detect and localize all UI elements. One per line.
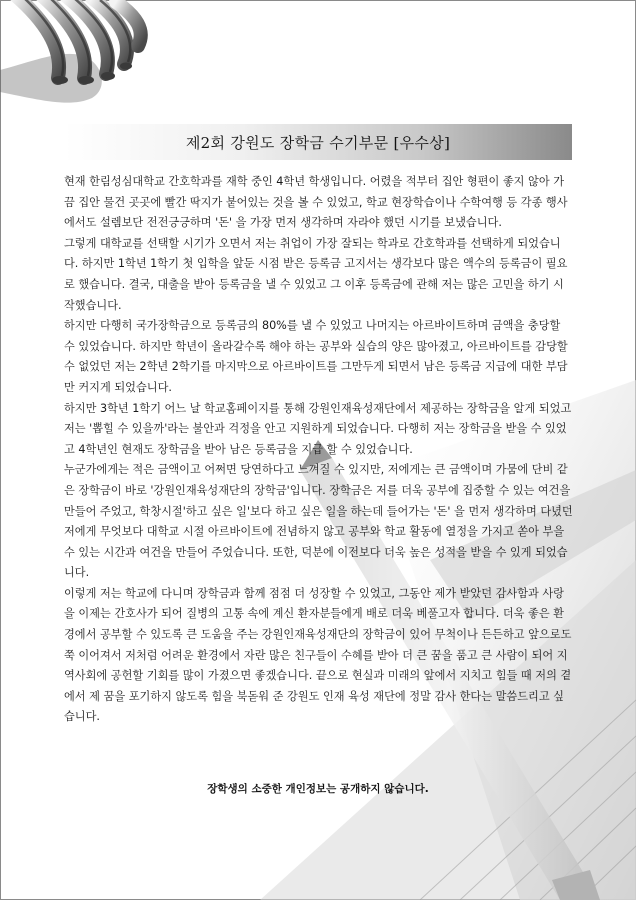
paragraph: 하지만 3학년 1학기 어느 날 학교홈페이지를 통해 강원인재육성재단에서 제공하는 장학금을 알게 되었고 저는 '뽑힐 수 있을까'라는 불안과 걱정을 안고 지원하게 되었습니다. 다행히 저는 장학금을 받을 수 있었고 4학년인 현재도 장학금을 받아 남은 등록금을 지급 할 수 있었습니다. xyxy=(64,401,572,456)
paragraph: 누군가에게는 적은 금액이고 어쩌면 당연하다고 느껴질 수 있지만, 저에게는 큰 금액이며 가뭄에 단비 같은 장학금이 바로 '강원인재육성재단의 장학금'입니다. 장학금은 저를 더욱 공부에 집중할 수 있는 여건을 만들어 주었고, 학창시절'하고 싶은 일'보다 하고 싶은 일을 하는데 들어가는 '돈' 을 먼저 생각하며 다녔던 저에게 무엇보다 대학교 시절 아르바이트에 전념하지 않고 공부와 학교 활동에 열정을 가지고 쏟아 부을 수 있는 시간과 여건을 만들어 주었습니다. 또한, 덕분에 이전보다 더욱 높은 성적을 받을 수 있게 되었습니다. xyxy=(64,463,573,580)
paragraph: 그렇게 대학교를 선택할 시기가 오면서 저는 취업이 가장 잘되는 학과로 간호학과를 선택하게 되었습니다. 하지만 1학년 1학기 첫 입학을 앞둔 시점 받은 등록금 고지서는 생각보다 많은 액수의 등록금이 필요로 했습니다. 결국, 대출을 받아 등록금을 낼 수 있었고 그 이후 등록금에 관해 저는 많은 고민을 하기 시작했습니다. xyxy=(64,236,568,312)
paragraph: 하지만 다행히 국가장학금으로 등록금의 80%를 낼 수 있었고 나머지는 아르바이트하며 금액을 충당할 수 있었습니다. 하지만 학년이 올라갈수록 해야 하는 공부와 실습의 양은 많아졌고, 아르바이트를 감당할 수 없었던 저는 2학년 2학기를 마지막으로 아르바이트를 그만두게 되면서 남은 등록금 지급에 대한 부담만 커지게 되었습니다. xyxy=(64,319,568,394)
title-banner xyxy=(64,124,572,160)
privacy-notice: 장학생의 소중한 개인정보는 공개하지 않습니다. xyxy=(207,783,429,795)
essay-body xyxy=(64,172,574,728)
spiral-binding-icon xyxy=(0,0,141,103)
paragraph: 현재 한림성심대학교 간호학과를 재학 중인 4학년 학생입니다. 어렸을 적부터 집안 형편이 좋지 않아 가끔 집안 물건 곳곳에 빨간 딱지가 붙어있는 것을 볼 수 있었고, 학교 현장학습이나 수학여행 등 각종 행사에서도 설렘보단 전전긍긍하며 '돈' 을 가장 먼저 생각하며 자라야 했던 시기를 보냈습니다. xyxy=(64,175,568,230)
paragraph: 이렇게 저는 학교에 다니며 장학금과 함께 점점 더 성장할 수 있었고, 그동안 제가 받았던 감사함과 사랑을 이제는 간호사가 되어 질병의 고통 속에 계신 환자분들에게 배로 더욱 베풀고자 합니다. 더욱 좋은 환경에서 공부할 수 있도록 큰 도움을 주는 강원인재육성재단의 장학금이 있어 무척이나 든든하고 앞으로도 쭉 이어져서 저처럼 어려운 환경에서 자란 많은 친구들이 수혜를 받아 더 큰 꿈을 품고 큰 사람이 되어 지역사회에 공헌할 기회를 많이 가졌으면 좋겠습니다. 끝으로 현실과 미래의 앞에서 지치고 힘들 때 저의 곁에서 제 꿈을 포기하지 않도록 힘을 북돋워 준 강원도 인재 육성 재단에 정말 감사 한다는 말씀드리고 싶습니다. xyxy=(64,586,572,724)
page-title: 제2회 강원도 장학금 수기부문 [우수상] xyxy=(185,133,451,152)
